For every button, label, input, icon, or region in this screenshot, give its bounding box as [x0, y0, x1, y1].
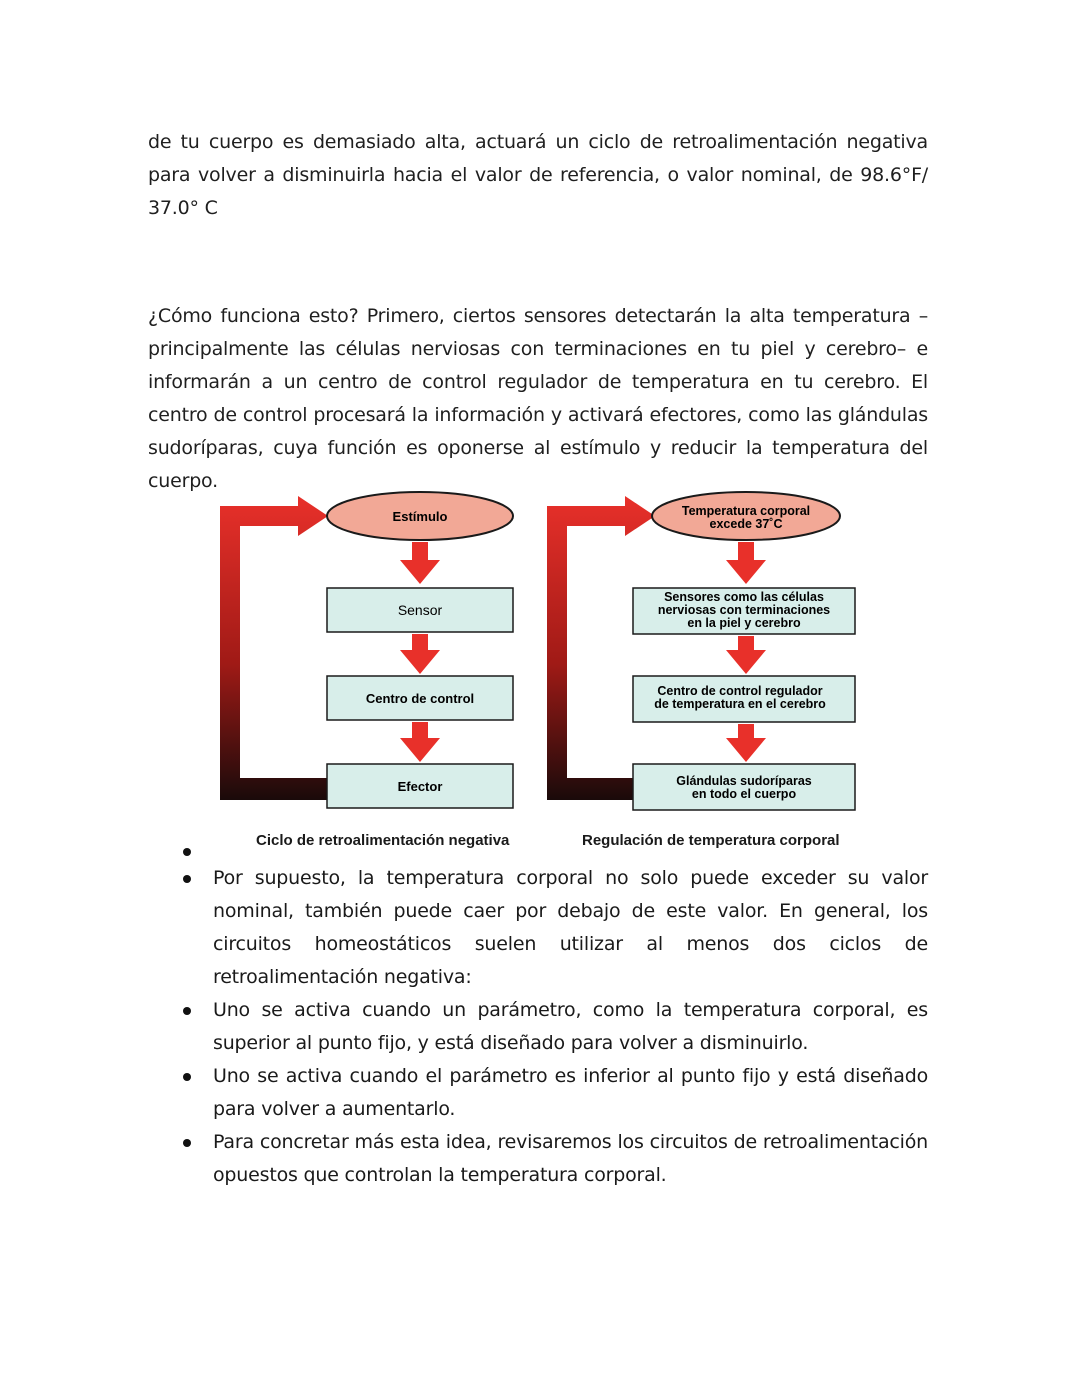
left-loop	[220, 496, 328, 800]
bullet-list	[180, 838, 928, 1192]
left-effector-label: Efector	[397, 779, 443, 794]
list-item: Uno se activa cuando un parámetro, como la temperatura corporal, es superior al punto fijo, y está diseñado para volver a disminuirlo.	[180, 994, 928, 1060]
right-arrow-3	[726, 724, 766, 762]
list-item: Para concretar más esta idea, revisaremos los circuitos de retroalimentación opuestos que controlan la temperatura corporal.	[180, 1126, 928, 1192]
feedback-diagram	[210, 488, 870, 858]
paragraph-how-it-works: ¿Cómo funciona esto? Primero, ciertos sensores detectarán la alta temperatura – principalmente las células nerviosas con terminaciones en tu piel y cerebro– e informarán a un centro de control regulador de temperatura en tu cerebro. El centro de control procesará la información y activará efectores, como las glándulas sudoríparas, cuya función es oponerse al estímulo y reducir la temperatura del cuerpo.	[148, 305, 928, 492]
left-stimulus-label: Estímulo	[392, 509, 448, 524]
right-control-label-2: de temperatura en el cerebro	[654, 697, 826, 711]
left-sensor-label: Sensor	[397, 602, 443, 618]
right-stimulus-label-2: excede 37˚C	[709, 517, 783, 531]
left-arrow-2	[400, 634, 440, 674]
right-arrow-1	[726, 542, 766, 584]
left-diagram-caption: Ciclo de retroalimentación negativa	[256, 832, 510, 849]
right-effector-label-1: Glándulas sudoríparas	[676, 774, 812, 788]
list-item: Por supuesto, la temperatura corporal no solo puede exceder su valor nominal, también puede caer por debajo de este valor. En general, los circuitos homeostáticos suelen utilizar al menos dos ciclos de retroalimentación negativa:	[180, 862, 928, 994]
right-arrow-2	[726, 636, 766, 674]
right-effector-label-2: en todo el cuerpo	[691, 787, 797, 801]
left-arrow-3	[400, 722, 440, 762]
left-control-label: Centro de control	[365, 691, 475, 706]
right-sensor-label-1: Sensores como las células	[664, 590, 824, 604]
right-loop	[547, 496, 655, 800]
right-diagram-caption: Regulación de temperatura corporal	[582, 832, 840, 849]
right-sensor-label-2: nerviosas con terminaciones	[657, 603, 831, 617]
left-arrow-1	[400, 542, 440, 584]
right-stimulus-label-1: Temperatura corporal	[681, 504, 811, 518]
right-control-label-1: Centro de control regulador	[657, 684, 823, 698]
paragraph-setpoint: de tu cuerpo es demasiado alta, actuará un ciclo de retroalimentación negativa para volver a disminuirla hacia el valor de referencia, o valor nominal, de 98.6°F/ 37.0° C	[148, 131, 928, 219]
list-item: Uno se activa cuando el parámetro es inferior al punto fijo y está diseñado para volver a aumentarlo.	[180, 1060, 928, 1126]
right-sensor-label-3: en la piel y cerebro	[687, 616, 801, 630]
list-item-empty	[180, 838, 928, 862]
